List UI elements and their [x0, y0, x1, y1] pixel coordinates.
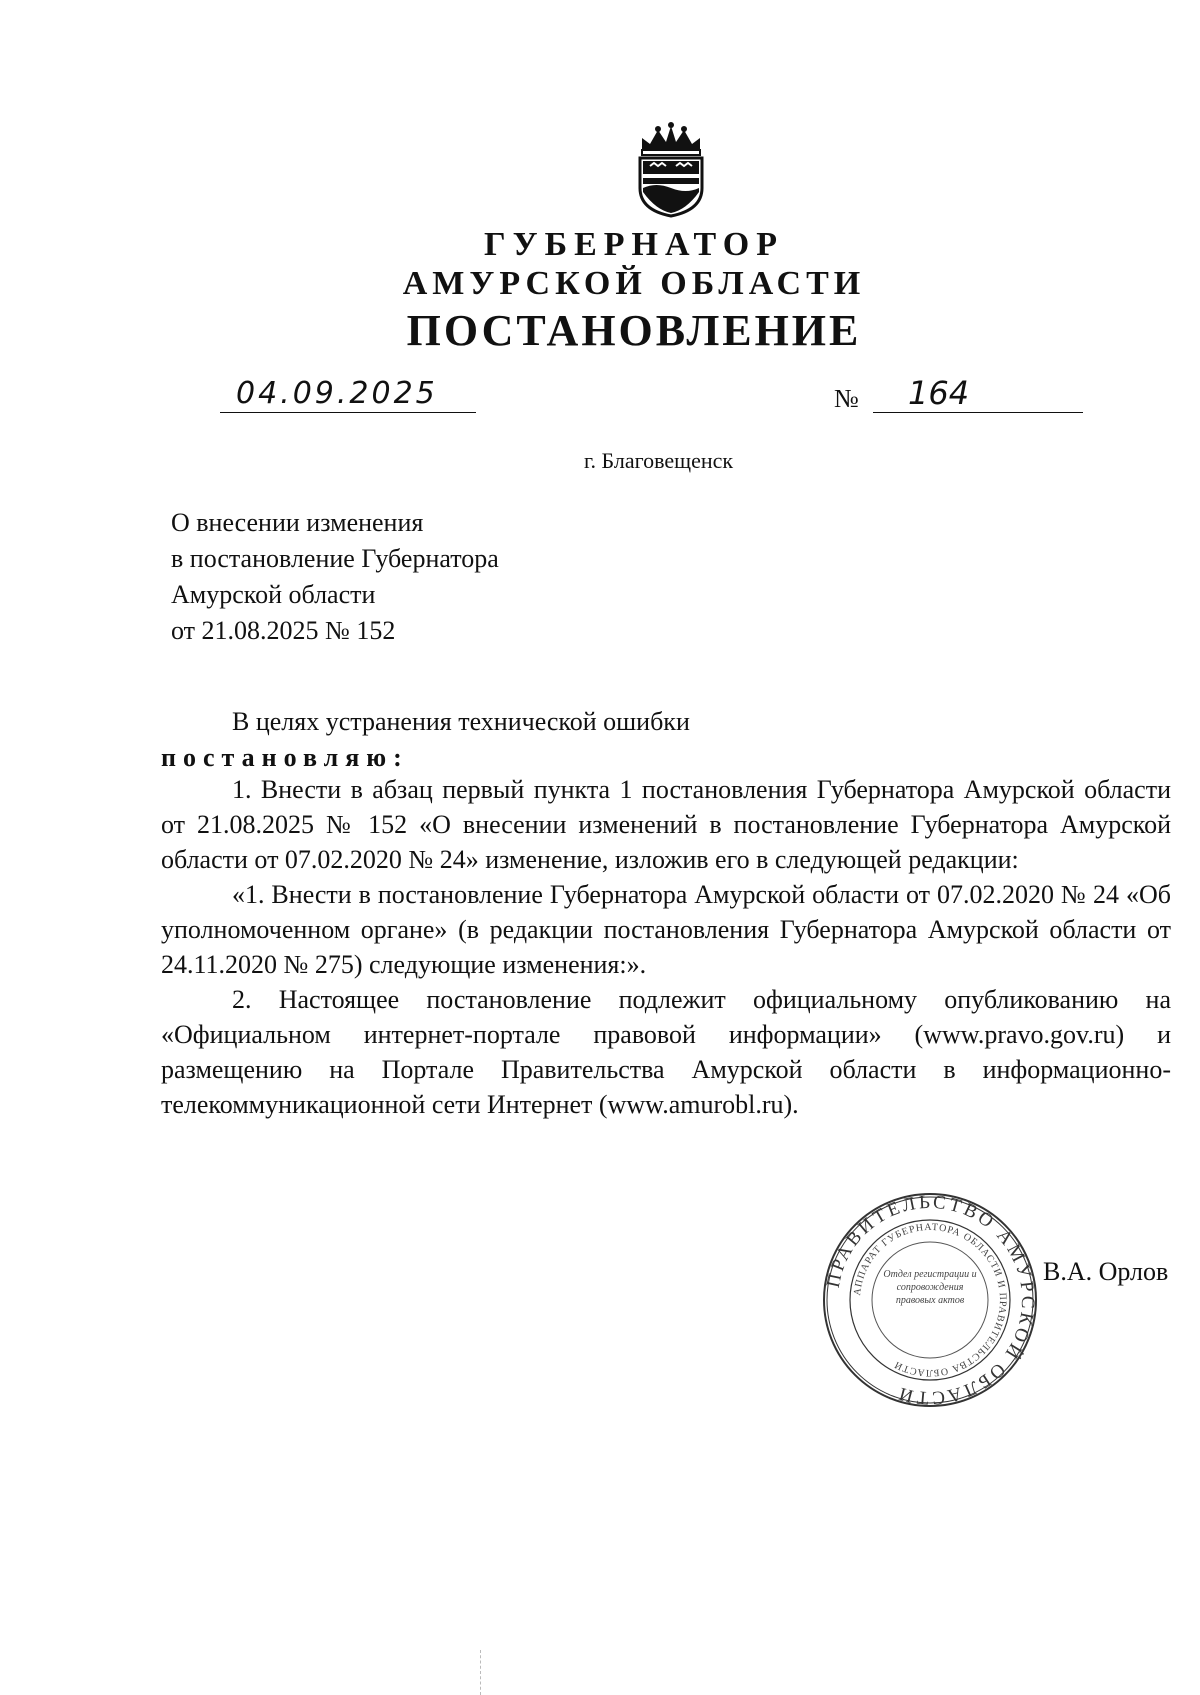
- fold-mark: [480, 1650, 481, 1695]
- decree-word: постановляю:: [161, 743, 409, 772]
- intro-text: В целях устранения технической ошибки: [232, 707, 690, 736]
- stamp-inner-text: АППАРАТ ГУБЕРНАТОРА ОБЛАСТИ И ПРАВИТЕЛЬСТВА ОБЛАСТИ: [852, 1221, 1009, 1379]
- document-date: 04.09.2025: [236, 376, 438, 411]
- number-underline: [873, 412, 1083, 413]
- decree-items: [161, 772, 1171, 1122]
- item-paragraph: 1. Внести в абзац первый пункта 1 постановления Губернатора Амурской области от 21.08.2025 № 152 «О внесении изменений в постановление Губернатора Амурской области от 07.02.2020 № 24» изменение, изложив его в следующей редакции:: [161, 775, 1171, 874]
- official-seal-icon: [820, 1190, 1040, 1410]
- city: г. Благовещенск: [584, 448, 734, 473]
- coat-of-arms-icon: [628, 122, 714, 218]
- subject-line: Амурской области: [171, 580, 376, 609]
- date-underline: [220, 412, 476, 413]
- subject-line: в постановление Губернатора: [171, 544, 499, 573]
- document-subject: [171, 505, 499, 649]
- stamp-outer-text: ПРАВИТЕЛЬСТВО АМУРСКОЙ ОБЛАСТИ: [822, 1191, 1039, 1409]
- intro-paragraph: [161, 704, 1171, 739]
- document-number: 164: [908, 374, 970, 412]
- subject-line: О внесении изменения: [171, 508, 424, 537]
- item-paragraph: 2. Настоящее постановление подлежит официальному опубликованию на «Официальном интернет-портале правовой информации» (www.pravo.gov.ru) и размещению на Портале Правительства Амурской области в информационно-телекоммуникационной сети Интернет (www.amurobl.ru).: [161, 985, 1171, 1119]
- document-type: ПОСТАНОВЛЕНИЕ: [406, 306, 862, 355]
- signatory-name: В.А. Орлов: [1043, 1257, 1169, 1286]
- item-paragraph: «1. Внести в постановление Губернатора Амурской области от 07.02.2020 № 24 «Об уполномоченном органе» (в редакции постановления Губернатора Амурской области от 24.11.2020 № 275) следующие изменения:».: [161, 880, 1171, 979]
- subject-line: от 21.08.2025 № 152: [171, 616, 396, 645]
- header-region: АМУРСКОЙ ОБЛАСТИ: [402, 265, 866, 302]
- header-title: ГУБЕРНАТОР: [484, 226, 784, 263]
- stamp-center-text: Отдел регистрации и сопровождения правовых актов: [883, 1269, 977, 1306]
- number-label: №: [834, 384, 859, 413]
